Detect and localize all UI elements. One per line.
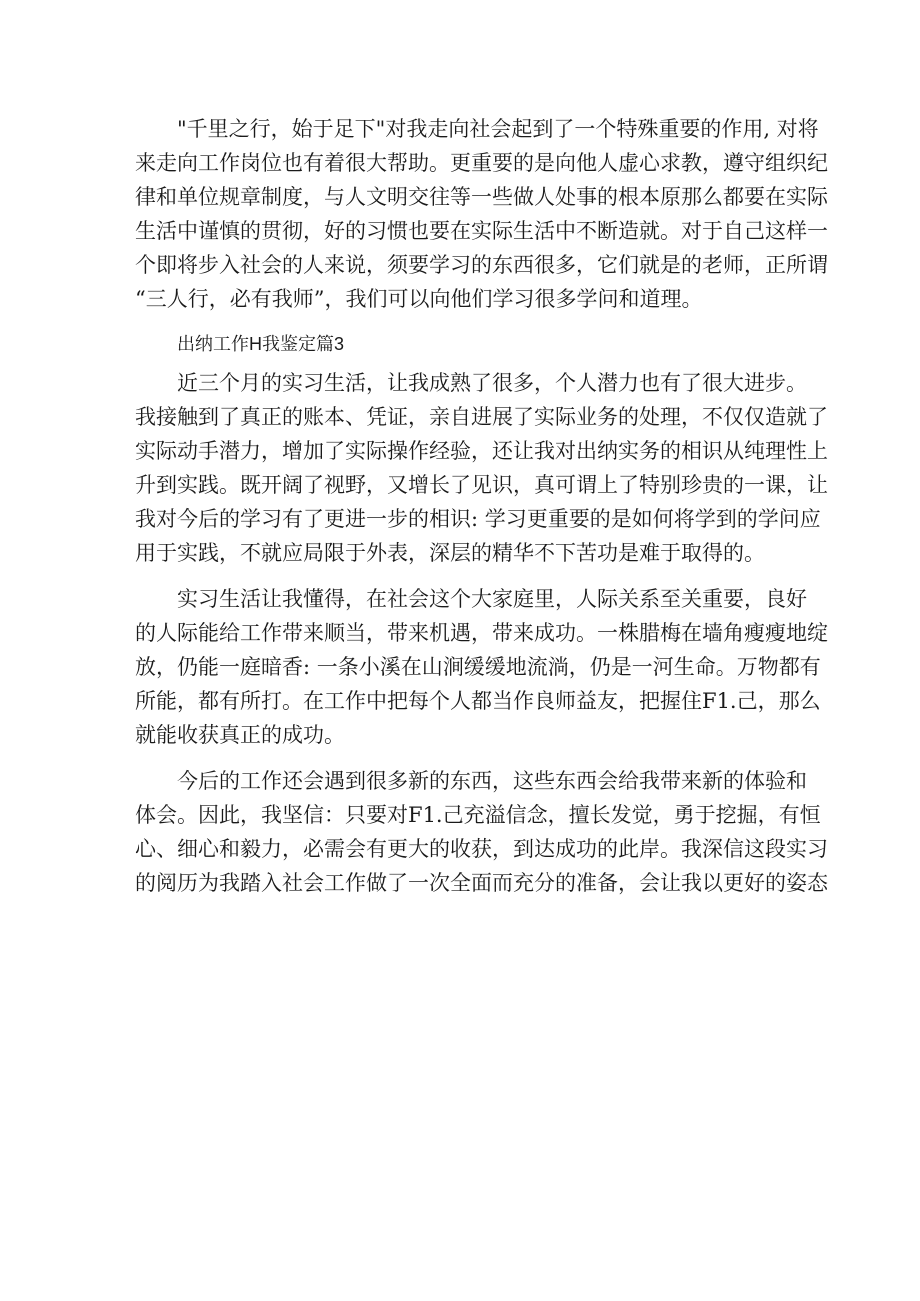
- paragraph-line: 生活中谨慎的贯彻，好的习惯也要在实际生活中不断造就。对于自己这样一: [135, 219, 828, 243]
- paragraph-line: 实际动手潜力，增加了实际操作经验，还让我对出纳实务的相识从纯理性上: [135, 439, 828, 463]
- paragraph-line: 心、细心和毅力，必需会有更大的收获，到达成功的此岸。我深信这段实习: [135, 837, 828, 861]
- paragraph-line: 近三个月的实习生活，让我成熟了很多，个人潜力也有了很大进步。: [177, 371, 807, 395]
- paragraph-line: 的人际能给工作带来顺当，带来机遇，带来成功。一株腊梅在墙角瘦瘦地绽: [135, 621, 828, 645]
- paragraph-1: [135, 112, 828, 316]
- paragraph-line: 体会。因此，我坚信：只要对F1.己充溢信念，擅长发觉，勇于挖掘，有恒: [135, 803, 821, 827]
- paragraph-3: [135, 582, 828, 752]
- paragraph-line: 个即将步入社会的人来说，须要学习的东西很多，它们就是的老师，正所谓: [135, 253, 828, 277]
- paragraph-line: 我接触到了真正的账本、凭证，亲自进展了实际业务的处理，不仅仅造就了: [135, 405, 828, 429]
- section-heading: 出纳工作H我鉴定篇3: [177, 334, 345, 354]
- paragraph-line: "千里之行，始于足下"对我走向社会起到了一个特殊重要的作用, 对将: [177, 117, 819, 141]
- paragraph-line: 律和单位规章制度，与人文明交往等一些做人处事的根本原那么都要在实际: [135, 185, 828, 209]
- paragraph-line: 所能，都有所打。在工作中把每个人都当作良师益友，把握住F1.己，那么: [135, 689, 821, 713]
- paragraph-line: 用于实践，不就应局限于外表，深层的精华不下苦功是难于取得的。: [135, 541, 765, 565]
- paragraph-4: [135, 764, 828, 900]
- paragraph-line: 的阅历为我踏入社会工作做了一次全面而充分的准备，会让我以更好的姿态: [135, 871, 828, 895]
- paragraph-line: “三人行，必有我师”，我们可以向他们学习很多学问和道理。: [135, 287, 703, 311]
- paragraph-line: 就能收获真正的成功。: [135, 723, 345, 747]
- document-body: [135, 112, 828, 900]
- paragraph-line: 升到实践。既开阔了视野，又增长了见识，真可谓上了特别珍贵的一课，让: [135, 473, 828, 497]
- paragraph-line: 来走向工作岗位也有着很大帮助。更重要的是向他人虚心求教，遵守组织纪: [135, 151, 828, 175]
- paragraph-line: 放，仍能一庭暗香: 一条小溪在山涧缓缓地流淌，仍是一河生命。万物都有: [135, 655, 821, 679]
- paragraph-line: 我对今后的学习有了更进一步的相识: 学习更重要的是如何将学到的学问应: [135, 507, 821, 531]
- paragraph-line: 今后的工作还会遇到很多新的东西，这些东西会给我带来新的体验和: [177, 769, 807, 793]
- paragraph-line: 实习生活让我懂得，在社会这个大家庭里，人际关系至关重要，良好: [177, 587, 807, 611]
- paragraph-2: [135, 366, 828, 570]
